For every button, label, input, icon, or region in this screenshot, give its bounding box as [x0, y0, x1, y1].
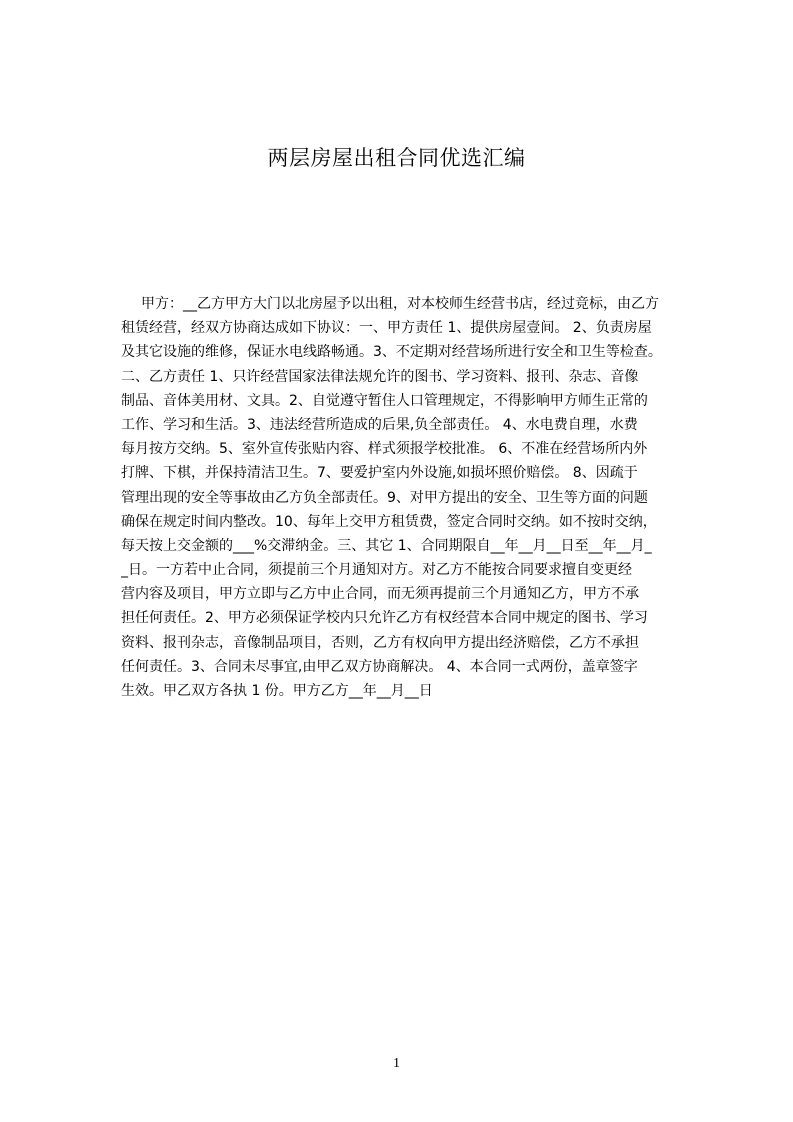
- body-line: 任何责任。3、合同未尽事宜,由甲乙双方协商解决。 4、本合同一式两份，盖章签字: [121, 658, 638, 675]
- body-line: 确保在规定时间内整改。10、每年上交甲方租赁费，签定合同时交纳。如不按时交纳，: [121, 513, 657, 530]
- body-line: 打牌、下棋，并保持清洁卫生。7、要爱护室内外设施,如损坏照价赔偿。 8、因疏于: [121, 465, 638, 482]
- body-line: 每月按方交纳。5、室外宣传张贴内容、样式须报学校批准。 6、不准在经营场所内外: [121, 441, 648, 458]
- body-line: 甲方：__乙方甲方大门以北房屋予以出租，对本校师生经营书店，经过竞标，由乙方: [141, 296, 659, 312]
- body-line: 管理出现的安全等事故由乙方负全部责任。9、对甲方提出的安全、卫生等方面的问题: [121, 489, 648, 506]
- body-line: 每天按上交金额的___%交滞纳金。三、其它 1、合同期限自__年__月__日至__年__月_: [121, 537, 652, 554]
- body-line: 营内容及项目，甲方立即与乙方中止合同，而无须再提前三个月通知乙方，甲方不承: [121, 586, 639, 603]
- body-line: _日。一方若中止合同，须提前三个月通知对方。对乙方不能按合同要求擅自变更经: [121, 562, 632, 579]
- body-line: 及其它设施的维修，保证水电线路畅通。3、不定期对经营场所进行安全和卫生等检查。: [121, 344, 662, 361]
- body-line: 制品、音体美用材、文具。2、自觉遵守暂住人口管理规定，不得影响甲方师生正常的: [121, 392, 648, 409]
- body-line: 工作、学习和生活。3、违法经营所造成的后果,负全部责任。 4、水电费自理，水费: [121, 416, 638, 433]
- document-body: [121, 292, 793, 703]
- body-line: 生效。甲乙双方各执 1 份。甲方乙方__年__月__日: [121, 683, 433, 699]
- document-title: 两层房屋出租合同优选汇编: [267, 146, 526, 170]
- page-number: 1: [393, 1056, 400, 1071]
- body-line: 资料、报刊杂志，音像制品项目，否则，乙方有权向甲方提出经济赔偿，乙方不承担: [121, 634, 639, 651]
- body-line: 二、乙方责任 1、只许经营国家法律法规允许的图书、学习资料、报刊、杂志、音像: [121, 368, 639, 385]
- body-line: 租赁经营，经双方协商达成如下协议：一、甲方责任 1、提供房屋壹间。 2、负责房屋: [121, 320, 652, 337]
- body-line: 担任何责任。2、甲方必须保证学校内只允许乙方有权经营本合同中规定的图书、学习: [121, 610, 648, 627]
